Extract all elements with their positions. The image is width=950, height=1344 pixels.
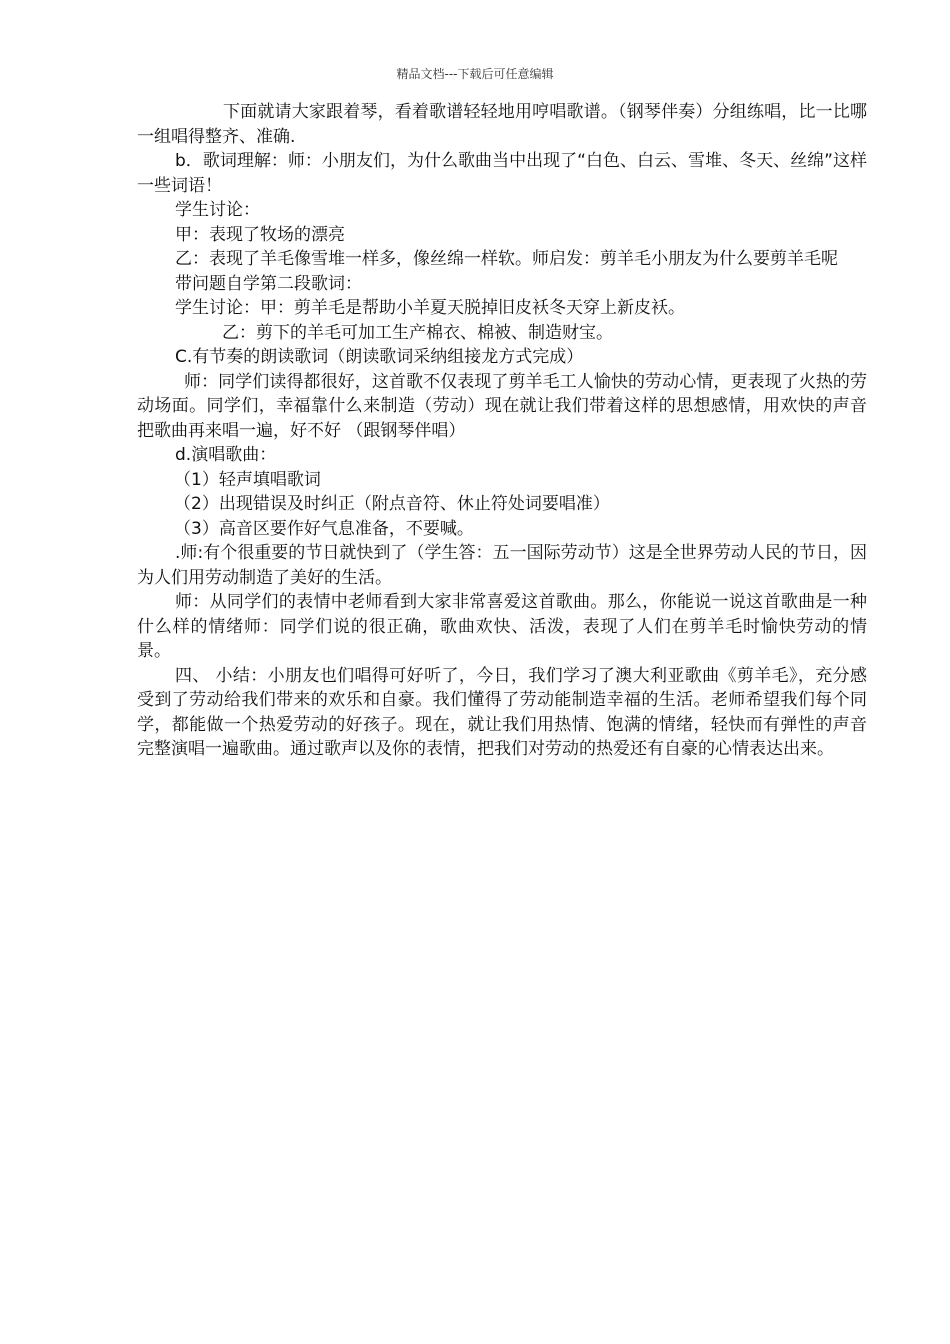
paragraph-song-mood: 师：从同学们的表情中老师看到大家非常喜爱这首歌曲。那么，你能说一说这首歌曲是一种什么样的情绪师：同学们说的很正确，歌曲欢快、活泼，表现了人们在剪羊毛时愉快劳动的情景。: [137, 592, 867, 661]
paragraph-answer-b-second: 乙：剪下的羊毛可加工生产棉衣、棉被、制造财宝。: [222, 322, 613, 343]
paragraph-sing-song: d.演唱歌曲：: [175, 445, 277, 465]
list-item-1: （1）轻声填唱歌词: [174, 469, 321, 490]
paragraph-answer-b: 乙：表现了羊毛像雪堆一样多，像丝绵一样软。师启发：剪羊毛小朋友为什么要剪羊毛呢: [175, 249, 838, 269]
paragraph-rhythmic-reading: C.有节奏的朗读歌词（朗读歌词采纳组接龙方式完成）: [175, 347, 584, 367]
document-body: [137, 100, 867, 762]
paragraph-discussion-second: 学生讨论：甲：剪羊毛是帮助小羊夏天脱掉旧皮袄冬天穿上新皮袄。: [175, 298, 685, 318]
paragraph-summary: 四、 小结：小朋友也们唱得可好听了，今日，我们学习了澳大利亚歌曲《剪羊毛》，充分感受到了劳动给我们带来的欢乐和自豪。我们懂得了劳动能制造幸福的生活。老师希望我们每个同学，都能做一个热爱劳动的好孩子。现在，就让我们用热情、饱满的情绪，轻快而有弹性的声音完整演唱一遍歌曲。通过歌声以及你的表情，把我们对劳动的热爱还有自豪的心情表达出来。: [137, 665, 867, 759]
page-header: 精品文档---下载后可任意编辑: [396, 67, 554, 81]
paragraph-teacher-praise: 师：同学们读得都很好，这首歌不仅表现了剪羊毛工人愉快的劳动心情，更表现了火热的劳动场面。同学们，幸福靠什么来制造（劳动）现在就让我们带着这样的思想感情，用欢快的声音把歌曲再来唱一遍，好不好 （跟钢琴伴唱）: [137, 371, 867, 441]
paragraph-labor-day: .师:有个很重要的节日就快到了（学生答：五一国际劳动节）这是全世界劳动人民的节日，因为人们用劳动制造了美好的生活。: [137, 543, 867, 588]
paragraph-answer-a: 甲：表现了牧场的漂亮: [175, 224, 345, 245]
list-item-2: （2）出现错误及时纠正（附点音符、休止符处词要唱准）: [174, 494, 610, 514]
list-item-3: （3）高音区要作好气息准备，不要喊。: [174, 518, 474, 539]
paragraph-student-discussion: 学生讨论：: [175, 200, 260, 220]
paragraph-sing-along: 下面就请大家跟着琴，看着歌谱轻轻地用哼唱歌谱。（钢琴伴奏）分组练唱，比一比哪一组唱得整齐、准确.: [137, 102, 867, 147]
paragraph-lyrics-understanding: b．歌词理解：师：小朋友们，为什么歌曲当中出现了“白色、白云、雪堆、冬天、丝绵”这样一些词语！: [137, 151, 867, 196]
paragraph-self-study: 带问题自学第二段歌词：: [175, 273, 362, 294]
